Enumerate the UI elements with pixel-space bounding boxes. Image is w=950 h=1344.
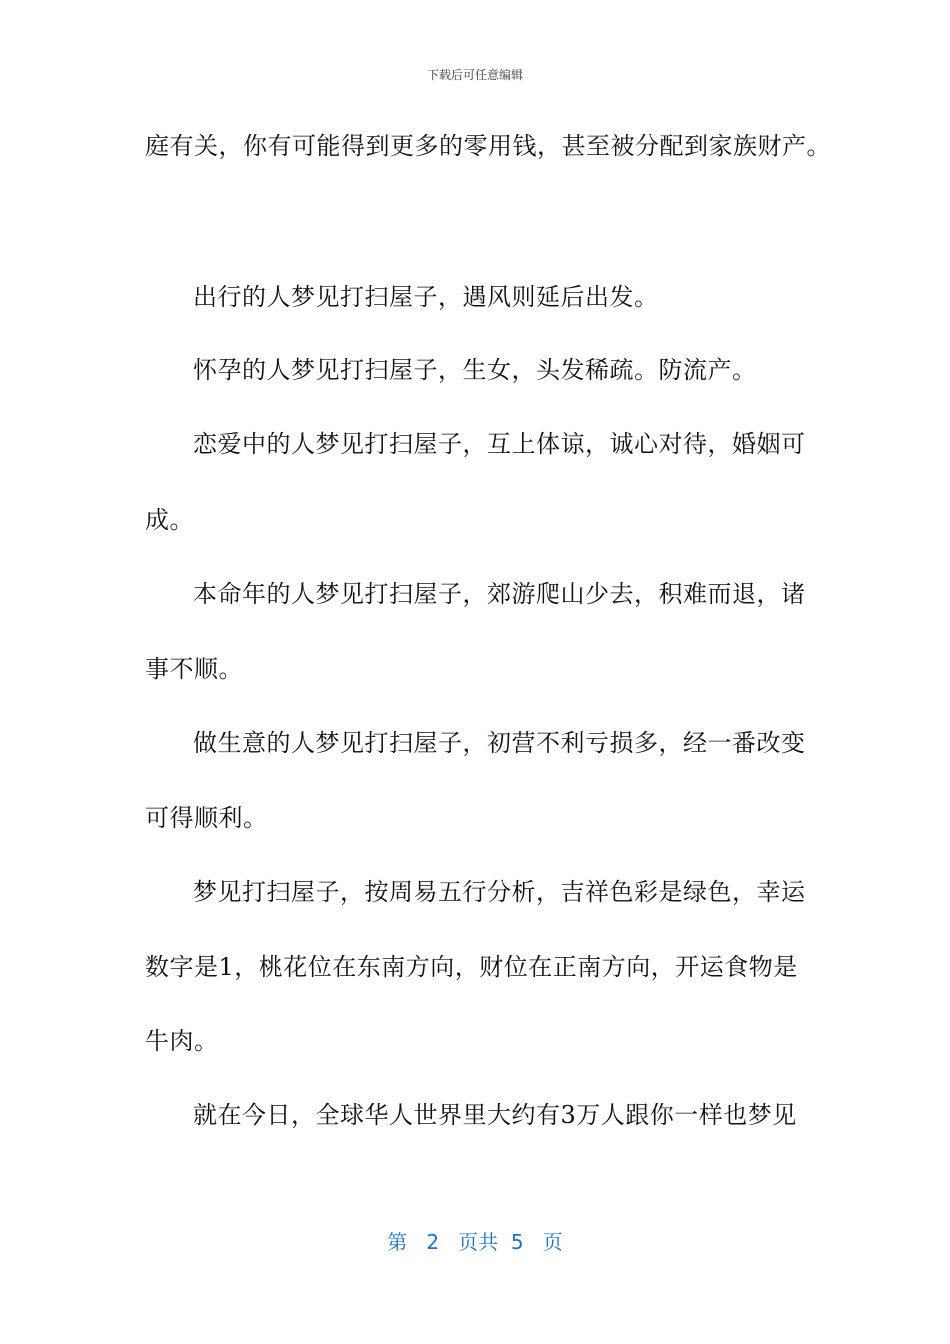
paragraph-line: 梦见打扫屋子，按周易五行分析，吉祥色彩是绿色，幸运 [193,878,806,906]
footer-label-page: 第 [387,1230,408,1254]
footer-label-end: 页 [542,1230,563,1254]
paragraph-line: 成。 [145,506,194,534]
paragraph-line: 就在今日，全球华人世界里大约有3万人跟你一样也梦见 [193,1101,797,1129]
paragraph-line: 牛肉。 [145,1027,219,1055]
paragraph-line: 出行的人梦见打扫屋子，遇风则延后出发。 [193,283,659,311]
paragraph-line: 事不顺。 [145,655,243,683]
paragraph-line: 数字是1，桃花位在东南方向，财位在正南方向，开运食物是 [145,953,798,981]
paragraph-line: 庭有关，你有可能得到更多的零用钱，甚至被分配到家族财产。 [145,132,831,160]
footer-total-pages: 5 [510,1230,524,1254]
page-number-footer [0,1226,950,1255]
paragraph-line: 做生意的人梦见打扫屋子，初营不利亏损多，经一番改变 [193,729,806,757]
footer-current-page: 2 [426,1230,440,1254]
page-header: 下载后可任意编辑 [426,68,523,82]
paragraph-line: 本命年的人梦见打扫屋子，郊游爬山少去，积难而退，诸 [193,580,806,608]
paragraph-line: 怀孕的人梦见打扫屋子，生女，头发稀疏。防流产。 [193,356,757,384]
paragraph-line: 恋爱中的人梦见打扫屋子，互上体谅，诚心对待，婚姻可 [193,430,806,458]
paragraph-line: 可得顺利。 [145,804,268,832]
footer-label-of: 页共 [458,1230,499,1254]
